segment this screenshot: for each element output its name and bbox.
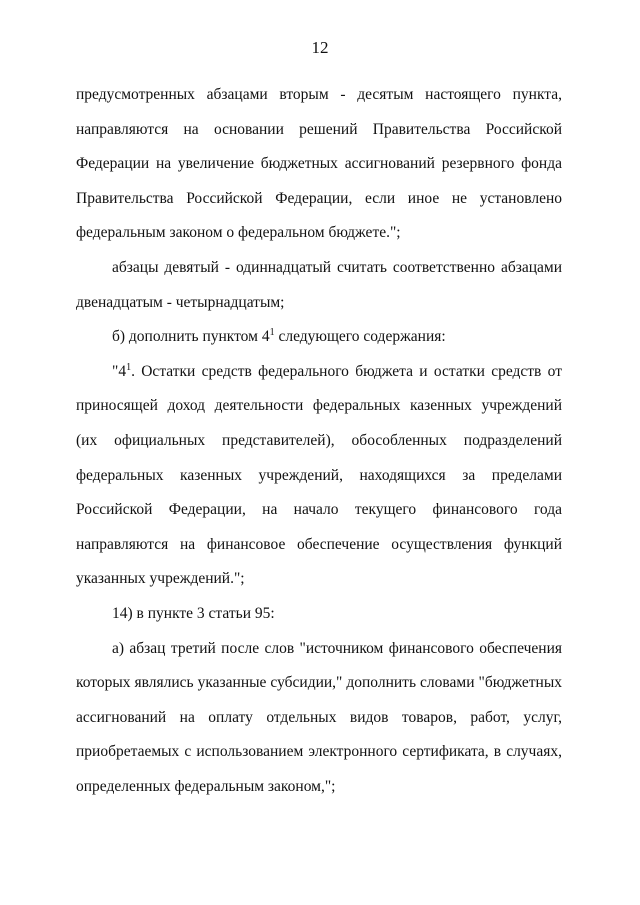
text-line: ассигнований на оплату отдельных видов товаров, работ, услуг, [76,708,562,726]
text-line [76,355,562,390]
text-line: приносящей доход деятельности федеральных казенных учреждений [76,397,562,415]
text-line: (их официальных представителей), обособленных подразделений [76,431,562,449]
text-line: определенных федеральным законом,"; [76,777,336,795]
document-body [76,78,562,804]
text-line: федеральным законом о федеральном бюджете."; [76,224,401,242]
text-line [76,320,562,355]
page-number: 12 [311,38,329,57]
text-line: абзацы девятый - одиннадцатый считать соответственно абзацами [112,258,562,276]
text-line: направляются на основании решений Правительства Российской [76,120,562,138]
text-line: двенадцатым - четырнадцатым; [76,293,285,311]
text-line: которых являлись указанные субсидии," дополнить словами "бюджетных [76,674,562,692]
text-line: Федерации на увеличение бюджетных ассигнований резервного фонда [76,155,562,173]
text-line: а) абзац третий после слов "источником финансового обеспечения [112,639,562,657]
superscript: 1 [126,361,132,373]
text-line: направляются на финансовое обеспечение осуществления функций [76,535,562,553]
text-fragment: б) дополнить пунктом 4 [112,328,270,346]
text-line: указанных учреждений."; [76,570,245,588]
text-fragment: . Остатки средств федерального бюджета и остатки средств от [131,362,562,380]
text-line: приобретаемых с использованием электронного сертификата, в случаях, [76,743,562,761]
text-line: Правительства Российской Федерации, если иное не установлено [76,189,562,207]
text-line: предусмотренных абзацами вторым - десятым настоящего пункта, [76,86,562,103]
superscript: 1 [269,327,275,339]
text-fragment: следующего содержания: [274,328,446,346]
text-line: федеральных казенных учреждений, находящихся за пределами [76,466,562,484]
text-fragment: "4 [112,362,127,380]
text-line: Российской Федерации, на начало текущего финансового года [76,501,562,519]
text-line: 14) в пункте 3 статьи 95: [112,604,275,622]
